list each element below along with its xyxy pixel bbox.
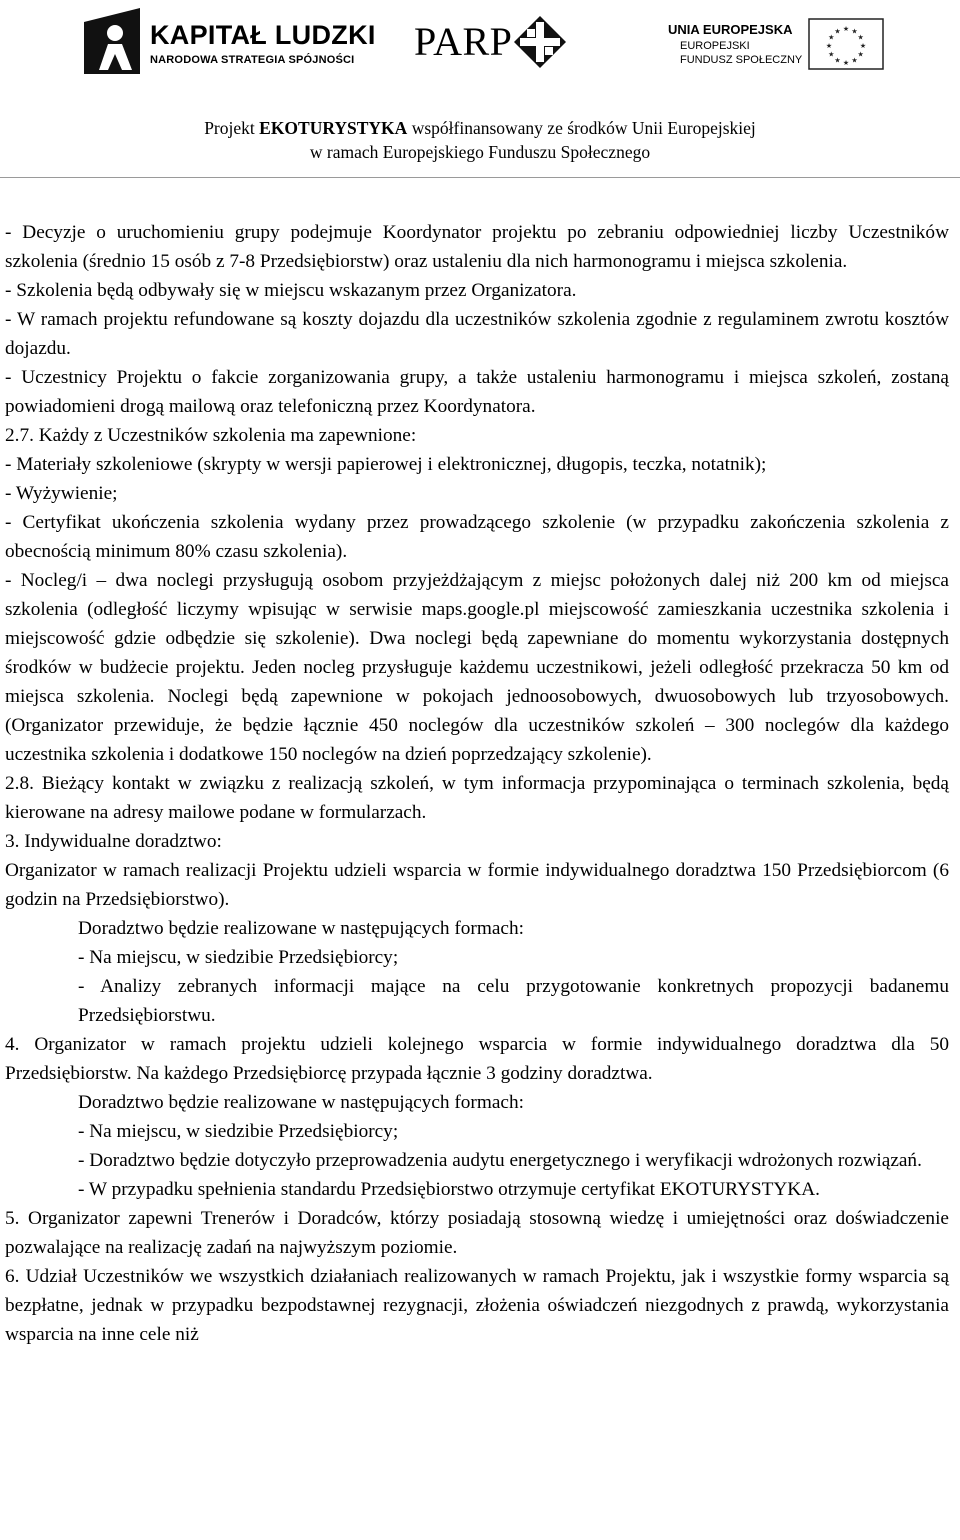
svg-text:★: ★ (834, 27, 841, 36)
project-line-1 (0, 116, 960, 140)
project-line-2: w ramach Europejskiego Funduszu Społecznego (309, 142, 651, 162)
section-3-text: Organizator w ramach realizacji Projektu udzieli wsparcia w formie indywidualnego doradztwa 150 Przedsiębiorcom (6 godzin na Przedsiębiorstwo). (5, 860, 949, 910)
project-info (0, 116, 960, 164)
section-4-forms-intro: Doradztwo będzie realizowane w następujących formach: (78, 1092, 524, 1113)
eu-logo (668, 18, 893, 78)
svg-text:★: ★ (859, 42, 867, 50)
logo-bar (0, 0, 960, 108)
section-4-form-certificate: - W przypadku spełnienia standardu Przedsiębiorstwo otrzymuje certyfikat EKOTURYSTYKA. (78, 1179, 820, 1200)
eu-flag-icon (808, 18, 884, 70)
item-catering: - Wyżywienie; (5, 483, 118, 504)
parp-logo (414, 12, 574, 72)
section-3-form-analysis: - Analizy zebranych informacji mające na celu przygotowanie konkretnych propozycji badanemu Przedsiębiorstwu. (78, 976, 949, 1026)
section-3-form-onsite: - Na miejscu, w siedzibie Przedsiębiorcy; (78, 947, 399, 968)
item-training-materials: - Materiały szkoleniowe (skrypty w wersji papierowej i elektronicznej, długopis, teczka, notatnik); (5, 454, 767, 475)
paragraph-travel-refund: - W ramach projektu refundowane są koszty dojazdu dla uczestników szkolenia zgodnie z regulaminem zwrotu kosztów dojazdu. (5, 309, 949, 359)
page-header (0, 0, 960, 178)
kapital-ludzki-subtitle: NARODOWA STRATEGIA SPÓJNOŚCI (150, 54, 355, 66)
header-divider (0, 177, 960, 178)
paragraph-group-decision: - Decyzje o uruchomieniu grupy podejmuje Koordynator projektu po zebraniu odpowiedniej liczby Uczestników szkolenia (średnio 15 osób z 7-8 Przedsiębiorstw) oraz ustaleniu dla nich harmonogramu i miejsca szkolenia. (5, 222, 949, 272)
svg-text:★: ★ (828, 50, 835, 59)
kapital-ludzki-emblem-icon (82, 8, 142, 74)
section-4-form-audit: - Doradztwo będzie dotyczyło przeprowadzenia audytu energetycznego i weryfikacji wdrożonych rozwiązań. (78, 1150, 922, 1171)
project-suffix: współfinansowany ze środków Unii Europejskiej (407, 118, 756, 138)
svg-text:★: ★ (828, 33, 835, 42)
project-name: EKOTURYSTYKA (259, 118, 408, 138)
section-4-form-onsite: - Na miejscu, w siedzibie Przedsiębiorcy; (78, 1121, 399, 1142)
svg-text:★: ★ (857, 50, 864, 59)
section-3-heading: 3. Indywidualne doradztwo: (5, 831, 222, 852)
section-3-forms-intro: Doradztwo będzie realizowane w następujących formach: (78, 918, 524, 939)
svg-text:★: ★ (851, 27, 858, 36)
paragraph-participant-notification: - Uczestnicy Projektu o fakcie zorganizowania grupy, a także ustaleniu harmonogramu i miejsca szkoleń, zostaną powiadomieni drogą mailową oraz telefoniczną przez Koordynatora. (5, 367, 949, 417)
eu-subtitle-line2: FUNDUSZ SPOŁECZNY (680, 54, 803, 66)
document-body (5, 218, 949, 1349)
svg-text:★: ★ (834, 56, 841, 65)
project-prefix: Projekt (204, 118, 260, 138)
section-2-7-heading: 2.7. Każdy z Uczestników szkolenia ma zapewnione: (5, 425, 417, 446)
parp-title: PARP (414, 19, 513, 64)
svg-text:★: ★ (842, 59, 850, 67)
svg-text:★: ★ (857, 33, 864, 42)
eu-title: UNIA EUROPEJSKA (668, 22, 793, 37)
item-accommodation: - Nocleg/i – dwa noclegi przysługują osobom przyjeżdżającym z miejsc położonych dalej niż 200 km od miejsca szkolenia (odległość liczymy wpisując w serwisie maps.google.pl miejscowość zamieszkania uczestnika szkolenia i miejscowość gdzie odbędzie się szkolenie). Dwa noclegi będą zapewniane do momentu wykorzystania dostępnych środków w budżecie projektu. Jeden nocleg przysługuje każdemu uczestnikowi, jeżeli odległość przekracza 50 km od miejsca szkolenia. Noclegi będą zapewnione w pokojach jednoosobowych, dwuosobowych lub trzyosobowych. (Organizator przewiduje, że będzie łącznie 450 noclegów dla uczestników szkoleń – 300 noclegów dla każdego uczestnika szkolenia i dodatkowe 150 noclegów na dzień poprzedzający szkolenie). (5, 570, 949, 765)
section-5-text: 5. Organizator zapewni Trenerów i Doradców, którzy posiadają stosowną wiedzę i umiejętności oraz doświadczenie pozwalające na realizację zadań na najwyższym poziomie. (5, 1208, 949, 1258)
paragraph-training-location: - Szkolenia będą odbywały się w miejscu wskazanym przez Organizatora. (5, 280, 577, 301)
section-6-text: 6. Udział Uczestników we wszystkich działaniach realizowanych w ramach Projektu, jak i wszystkie formy wsparcia są bezpłatne, jednak w przypadku bezpodstawnej rezygnacji, złożenia oświadczeń niezgodnych z prawdą, wykorzystania wsparcia na inne cele niż (5, 1266, 949, 1345)
svg-text:★: ★ (851, 56, 858, 65)
svg-text:★: ★ (825, 42, 833, 50)
section-4-text: 4. Organizator w ramach projektu udzieli kolejnego wsparcia w formie indywidualnego doradztwa dla 50 Przedsiębiorstw. Na każdego Przedsiębiorcę przypada łącznie 3 godziny doradztwa. (5, 1034, 949, 1084)
parp-emblem-icon (514, 16, 566, 68)
svg-text:★: ★ (842, 25, 850, 33)
kapital-ludzki-logo (82, 8, 382, 78)
kapital-ludzki-title: KAPITAŁ LUDZKI (150, 20, 376, 50)
eu-subtitle-line1: EUROPEJSKI (680, 40, 750, 52)
section-2-8: 2.8. Bieżący kontakt w związku z realizacją szkoleń, w tym informacja przypominająca o terminach szkolenia, będą kierowane na adresy mailowe podane w formularzach. (5, 773, 949, 823)
item-certificate: - Certyfikat ukończenia szkolenia wydany przez prowadzącego szkolenie (w przypadku zakończenia szkolenia z obecnością minimum 80% czasu szkolenia). (5, 512, 949, 562)
